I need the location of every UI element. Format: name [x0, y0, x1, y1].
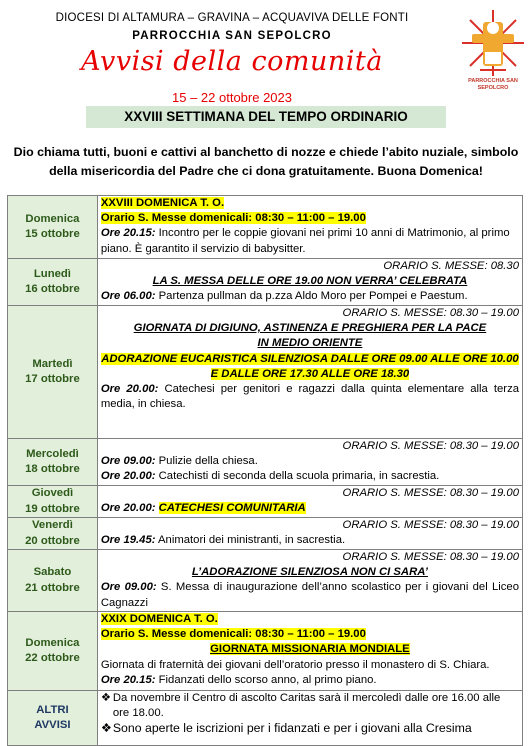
parish-logo [456, 8, 530, 88]
event-time: Ore 20.00: [100, 502, 156, 515]
notice-text: Da novembre il Centro di ascolto Caritas sarà il mercoledì dalle ore 16.00 alle ore 18.00. [112, 692, 501, 720]
day-date: 16 ottobre [25, 283, 80, 295]
page-title: Avvisi della comunità [81, 46, 383, 77]
notice: LA S. MESSA DELLE ORE 19.00 NON VERRA’ CELEBRATA [152, 275, 468, 288]
logo-caption: PARROCCHIA SAN SEPOLCRO [468, 78, 518, 91]
day-name: Sabato [33, 566, 72, 579]
day-row-d3 [8, 306, 523, 439]
day-cell [8, 306, 98, 439]
day-date: 15 ottobre [25, 228, 80, 240]
day-info [97, 306, 522, 439]
day-info [97, 196, 522, 259]
day-cell [8, 486, 98, 518]
intro-message: Dio chiama tutti, buoni e cattivi al banchetto di nozze e chiede l’abito nuziale, simbolo della misericordia del Padre che ci dona gratuitamente. Buona Domenica! [13, 145, 519, 178]
event-time: Ore 20.15: [100, 673, 156, 686]
sunday-mass-times: Orario S. Messe domenicali: 08:30 – 11:00 – 19.00 [100, 212, 366, 225]
diamond-bullet-icon: ❖ [100, 692, 111, 704]
event-text: Giornata di fraternità dei giovani dell’oratorio presso il monastero di S. Chiara. [100, 658, 490, 671]
day-row-d6 [8, 518, 523, 550]
day-info [97, 259, 522, 306]
day-date: 20 ottobre [25, 534, 80, 547]
mass-times: ORARIO S. MESSE: 08.30 – 19.00 [342, 440, 519, 452]
event-text: Incontro per le coppie giovani nei primi 10 anni di Matrimonio, al primo piano. È garantito il servizio di babysitter. [100, 227, 510, 255]
list-item [101, 691, 519, 721]
notice: IN MEDIO ORIENTE [257, 337, 363, 350]
event-text: Catechesi per genitori e ragazzi dalla quinta elementare alla terza media, in chiesa. [100, 383, 519, 411]
day-info [97, 691, 522, 746]
mass-times: ORARIO S. MESSE: 08.30 – 19.00 [342, 307, 519, 319]
event-time: Ore 20.15: [100, 227, 156, 240]
day-name: Martedì [32, 357, 73, 370]
event-time: Ore 20.00: [100, 383, 159, 396]
mass-times: ORARIO S. MESSE: 08.30 – 19.00 [342, 551, 519, 563]
day-date: 22 ottobre [25, 652, 80, 664]
event-time: Ore 19.45: [100, 534, 156, 547]
mass-times: ORARIO S. MESSE: 08.30 – 19.00 [342, 487, 519, 499]
event-time: Ore 09.00: [100, 581, 157, 594]
notice-text: Sono aperte le iscrizioni per i fidanzati e per i giovani alla Cresima [112, 721, 472, 736]
adoration-notice: ADORAZIONE EUCARISTICA SILENZIOSA DALLE ORE 09.00 ALLE ORE 10.00 [101, 352, 519, 365]
weekly-schedule-table [7, 195, 523, 746]
mass-times: ORARIO S. MESSE: 08.30 – 19.00 [342, 519, 519, 531]
event-time: Ore 06.00: [100, 290, 156, 303]
section-label: ALTRI [36, 703, 69, 716]
sunday-title: XXVIII DOMENICA T. O. [100, 197, 225, 209]
sunday-mass-times: Orario S. Messe domenicali: 08:30 – 11:00 – 19.00 [100, 628, 366, 641]
day-name: Mercoledì [26, 447, 79, 460]
event-text: Partenza pullman da p.zza Aldo Moro per Pompei e Paestum. [158, 290, 468, 303]
day-cell [8, 259, 98, 306]
day-name: Domenica [25, 212, 80, 225]
event-text: CATECHESI COMUNITARIA [158, 502, 306, 515]
day-name: Giovedì [31, 487, 74, 500]
day-date: 17 ottobre [25, 373, 80, 385]
event-text: Animatori dei ministranti, in sacrestia. [158, 534, 346, 547]
day-cell [8, 196, 98, 259]
event-time: Ore 09.00: [100, 455, 156, 468]
day-info [97, 612, 522, 691]
day-info [97, 486, 522, 518]
day-date: 18 ottobre [25, 463, 80, 475]
notice: GIORNATA MISSIONARIA MONDIALE [210, 643, 410, 656]
event-text: S. Messa di inaugurazione dell’anno scolastico per i giovani del Liceo Cagnazzi [100, 581, 519, 609]
sunday-title: XXIX DOMENICA T. O. [100, 613, 218, 625]
day-cell [8, 612, 98, 691]
day-name: Domenica [25, 636, 80, 649]
day-row-d8 [8, 612, 523, 691]
day-name: Lunedì [33, 267, 71, 280]
notice: L’ADORAZIONE SILENZIOSA NON CI SARA’ [191, 566, 428, 579]
day-info [97, 439, 522, 486]
week-title: XXVIII SETTIMANA DEL TEMPO ORDINARIO [86, 106, 446, 128]
diocese-name: DIOCESI DI ALTAMURA – GRAVINA – ACQUAVIVA DELLE FONTI [55, 12, 409, 24]
day-row-d1 [8, 196, 523, 259]
day-date: 19 ottobre [25, 502, 80, 515]
day-row-d4 [8, 439, 523, 486]
day-cell [8, 439, 98, 486]
day-cell [8, 518, 98, 550]
day-cell [8, 550, 98, 612]
notice: GIORNATA DI DIGIUNO, ASTINENZA E PREGHIERA PER LA PACE [133, 322, 487, 335]
day-cell [8, 691, 98, 746]
day-row-d5 [8, 486, 523, 518]
list-item [101, 721, 519, 736]
section-label: AVVISI [34, 719, 71, 731]
event-text: Fidanzati dello scorso anno, al primo piano. [158, 673, 377, 686]
day-name: Venerdì [32, 519, 73, 532]
header [0, 0, 532, 134]
adoration-notice: E DALLE ORE 17.30 ALLE ORE 18.30 [210, 367, 410, 380]
event-time: Ore 20.00: [100, 470, 156, 483]
event-text: Catechisti di seconda della scuola primaria, in sacrestia. [158, 470, 440, 483]
day-date: 21 ottobre [25, 581, 80, 594]
day-info [97, 550, 522, 612]
date-range: 15 – 22 ottobre 2023 [172, 90, 292, 105]
day-row-altri [8, 691, 523, 746]
day-row-d2 [8, 259, 523, 306]
mass-times: ORARIO S. MESSE: 08.30 [383, 260, 519, 272]
day-row-d7 [8, 550, 523, 612]
diamond-bullet-icon: ❖ [100, 721, 112, 736]
parish-name: PARROCCHIA SAN SEPOLCRO [132, 30, 332, 42]
event-text: Pulizie della chiesa. [158, 455, 258, 468]
day-info [97, 518, 522, 550]
